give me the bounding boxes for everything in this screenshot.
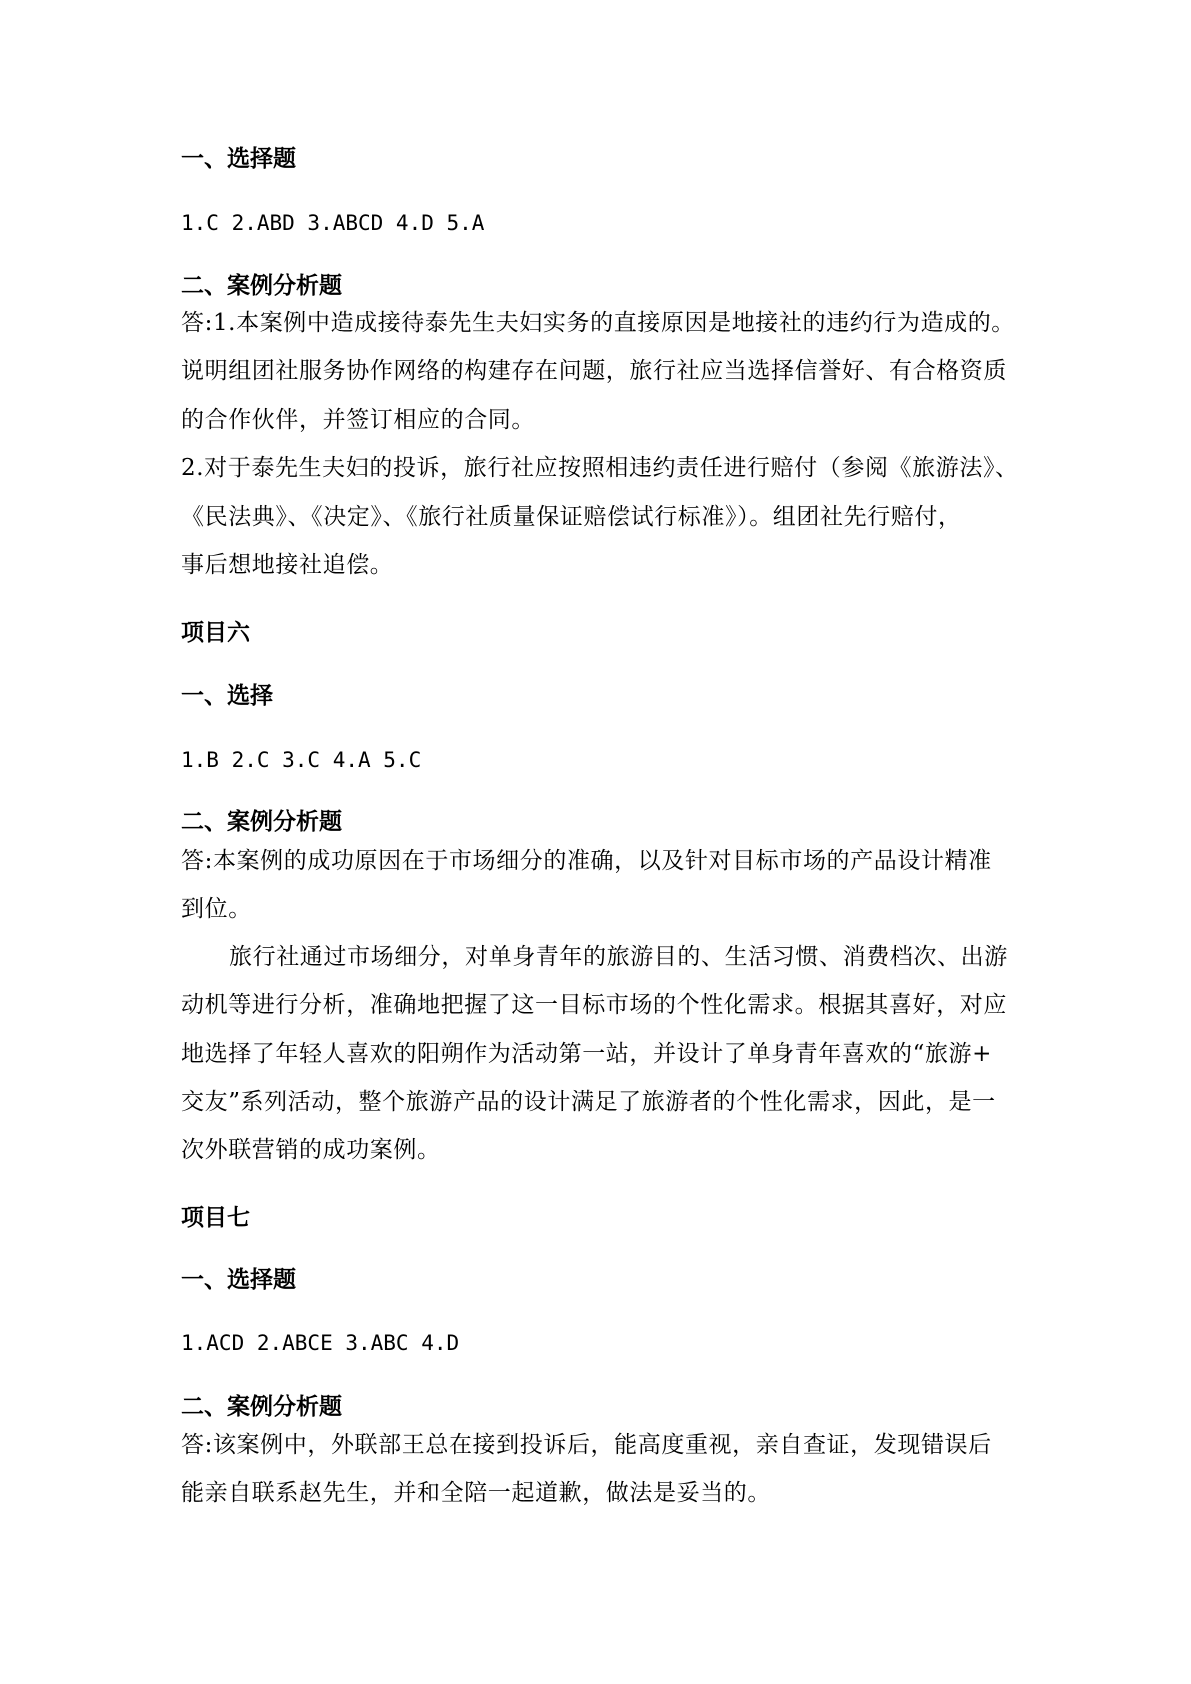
case-text-line: 《民法典》、《决定》、《旅行社质量保证赔偿试行标准》）。组团社先行赔付， bbox=[181, 504, 962, 530]
choice-heading: 一、选择 bbox=[181, 683, 273, 709]
choice-heading: 一、选择题 bbox=[181, 146, 296, 172]
case-text-line: 地选择了年轻人喜欢的阳朔作为活动第一站，并设计了单身青年喜欢的“旅游+ bbox=[181, 1041, 993, 1067]
case-text-line: 动机等进行分析，准确地把握了这一目标市场的个性化需求。根据其喜好，对应 bbox=[181, 992, 1007, 1018]
case-text-line: 答:1.本案例中造成接待泰先生夫妇实务的直接原因是地接社的违约行为造成的。 bbox=[181, 310, 1015, 336]
case-text-line: 交友”系列活动，整个旅游产品的设计满足了旅游者的个性化需求，因此，是一 bbox=[181, 1089, 996, 1115]
case-text-line: 次外联营销的成功案例。 bbox=[181, 1137, 441, 1163]
case-text-line: 2.对于泰先生夫妇的投诉，旅行社应按照相违约责任进行赔付（参阅《旅游法》、 bbox=[181, 455, 1019, 481]
case-text-line: 的合作伙伴，并签订相应的合同。 bbox=[181, 407, 535, 433]
case-heading: 二、案例分析题 bbox=[181, 1394, 342, 1420]
choice-answers: 1.C 2.ABD 3.ABCD 4.D 5.A bbox=[181, 211, 485, 235]
case-text-line: 旅行社通过市场细分，对单身青年的旅游目的、生活习惯、消费档次、出游 bbox=[229, 944, 1008, 970]
case-heading: 二、案例分析题 bbox=[181, 273, 342, 299]
case-heading: 二、案例分析题 bbox=[181, 809, 342, 835]
project-title: 项目七 bbox=[181, 1205, 250, 1231]
case-text-line: 答:本案例的成功原因在于市场细分的准确，以及针对目标市场的产品设计精准 bbox=[181, 848, 992, 874]
case-text-line: 答:该案例中，外联部王总在接到投诉后，能高度重视，亲自查证，发现错误后 bbox=[181, 1432, 992, 1458]
case-text-line: 说明组团社服务协作网络的构建存在问题，旅行社应当选择信誉好、有合格资质 bbox=[181, 358, 1007, 384]
choice-heading: 一、选择题 bbox=[181, 1267, 296, 1293]
case-text-line: 事后想地接社追偿。 bbox=[181, 552, 394, 578]
choice-answers: 1.B 2.C 3.C 4.A 5.C bbox=[181, 748, 422, 772]
project-title: 项目六 bbox=[181, 620, 250, 646]
case-text-line: 到位。 bbox=[181, 896, 252, 922]
choice-answers: 1.ACD 2.ABCE 3.ABC 4.D bbox=[181, 1331, 460, 1355]
case-text-line: 能亲自联系赵先生，并和全陪一起道歉，做法是妥当的。 bbox=[181, 1480, 771, 1506]
